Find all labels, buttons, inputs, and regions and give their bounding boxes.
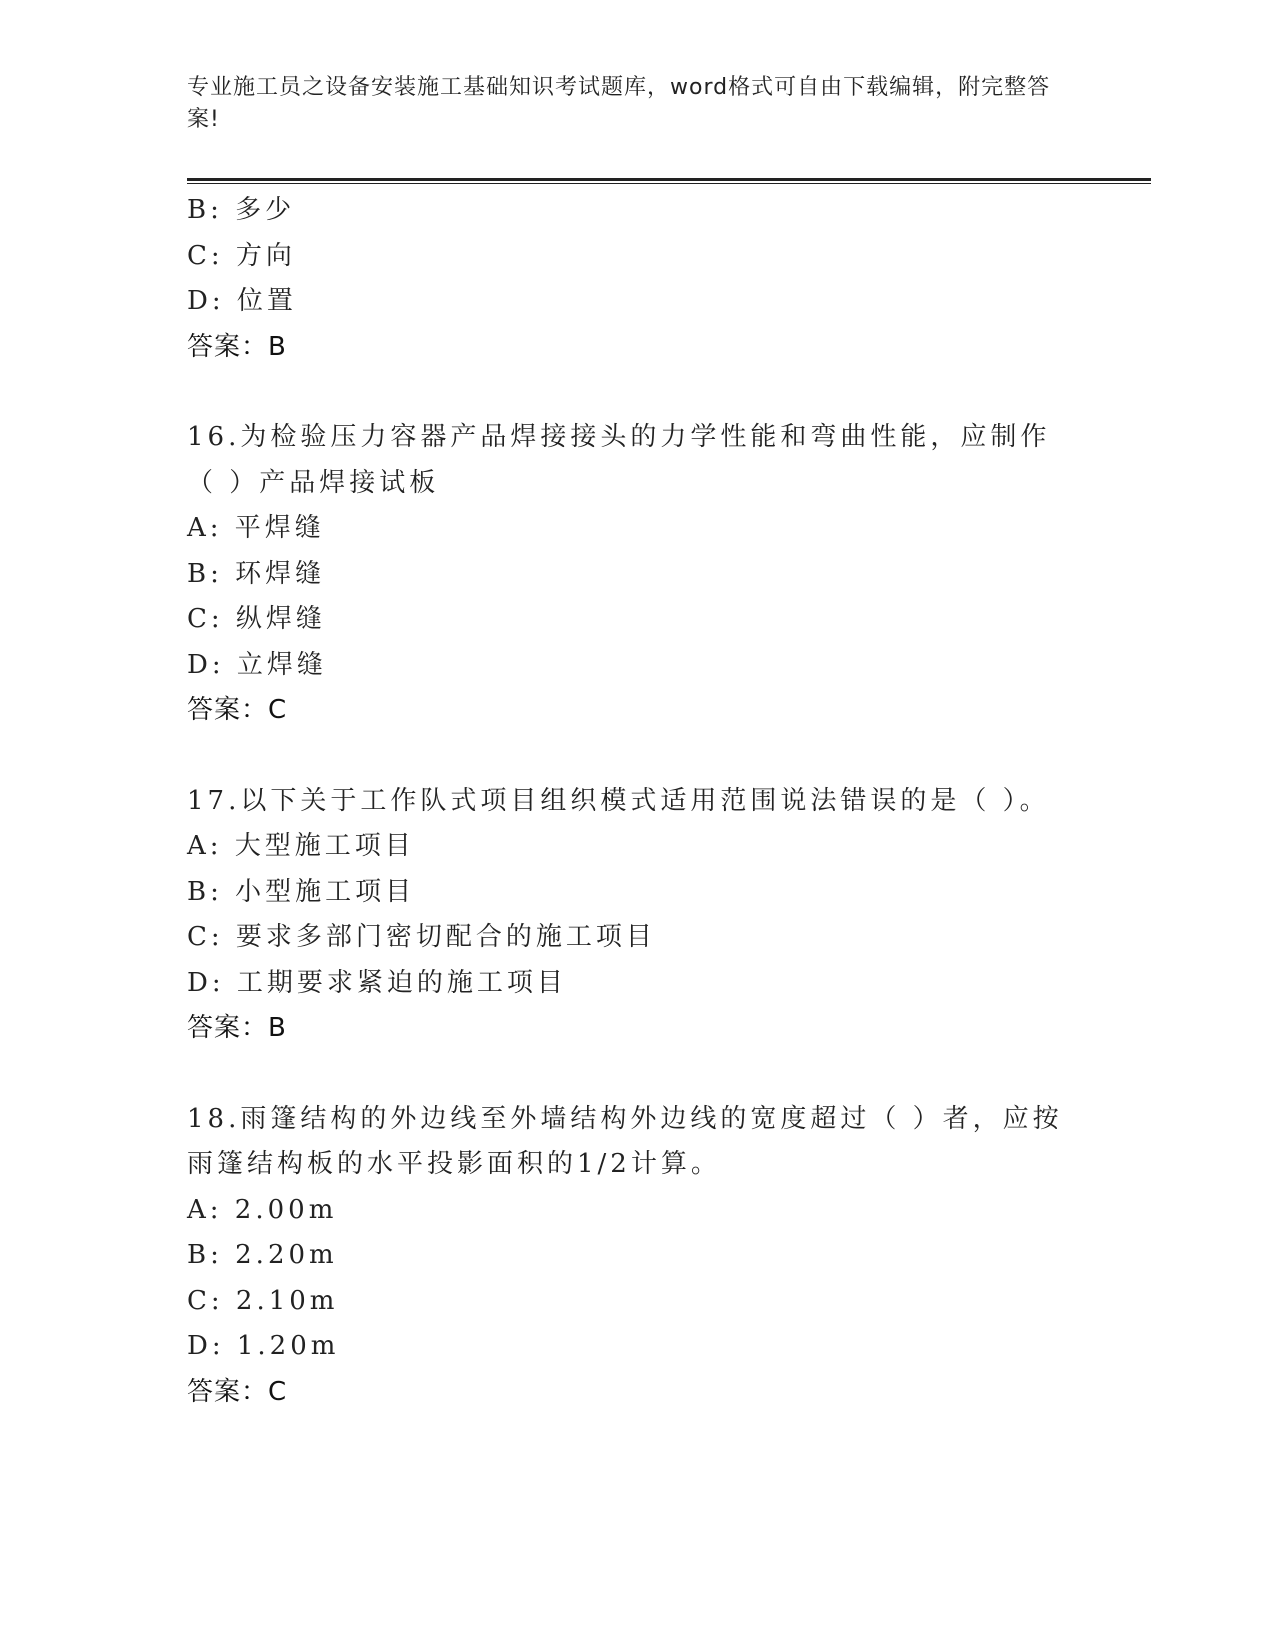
question-18: [187, 1097, 1067, 1416]
option-b: B: 多少: [187, 195, 296, 225]
question-16: [187, 415, 1067, 734]
answer-line: 答案：C: [187, 695, 288, 725]
answer-line: 答案：C: [187, 1376, 288, 1407]
spacer: [187, 734, 1067, 779]
continued-question: [187, 188, 1067, 370]
option-c: C: 方向: [187, 240, 296, 271]
option-a: A: 大型施工项目: [187, 831, 415, 861]
answer-line: 答案：B: [187, 331, 287, 362]
option-b: B: 小型施工项目: [187, 876, 416, 907]
header-rule-thick: [187, 178, 1151, 181]
question-17: [187, 779, 1067, 1052]
option-c: C: 纵焊缝: [187, 604, 326, 634]
option-d: D: 立焊缝: [187, 649, 327, 680]
option-c: C: 2.10m: [187, 1285, 339, 1316]
spacer: [187, 1052, 1067, 1097]
option-d: D: 位置: [187, 286, 297, 316]
document-header: 专业施工员之设备安装施工基础知识考试题库，word格式可自由下载编辑，附完整答案!: [187, 75, 1051, 132]
question-stem: 18.雨篷结构的外边线至外墙结构外边线的宽度超过（ ）者，应按雨篷结构板的水平投影面积的1/2计算。: [187, 1103, 1063, 1179]
header-rule-thin: [187, 183, 1151, 184]
answer-line: 答案：B: [187, 1013, 287, 1043]
question-stem: 16.为检验压力容器产品焊接接头的力学性能和弯曲性能，应制作（ ）产品焊接试板: [187, 422, 1051, 498]
option-c: C: 要求多部门密切配合的施工项目: [187, 922, 656, 952]
question-list: [187, 188, 1067, 1415]
spacer: [187, 370, 1067, 415]
option-b: B: 2.20m: [187, 1240, 338, 1270]
option-a: A: 平焊缝: [187, 513, 325, 543]
option-b: B: 环焊缝: [187, 558, 326, 589]
option-d: D: 工期要求紧迫的施工项目: [187, 967, 567, 998]
question-stem: 17.以下关于工作队式项目组织模式适用范围说法错误的是（ ）。: [187, 785, 1050, 816]
option-a: A: 2.00m: [187, 1194, 338, 1225]
option-d: D: 1.20m: [187, 1331, 340, 1361]
